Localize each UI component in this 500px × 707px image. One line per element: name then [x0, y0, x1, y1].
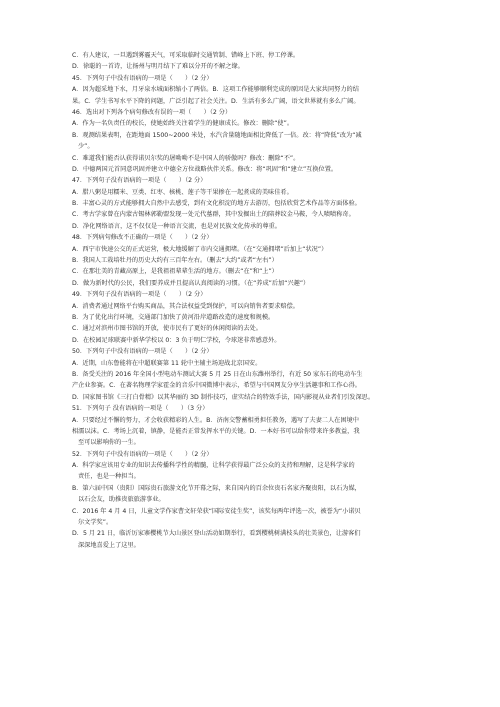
option-line: B．观测结果表明，在距地面 1500~2000 米处，水汽含量随地面相比降低了一倍。改：将“降低”改为“减: [72, 131, 362, 139]
question-stem: 50．下列句子中没有语病的一项是（ ）（2 分）: [72, 348, 213, 356]
option-line: C．在那壮美的青藏高原上，是我祖祖辈辈生活的地方。（删去“在”和“上”）: [72, 268, 278, 276]
option-line: D．徐聪的一首诗，让扬州与明月结下了难以分开的不解之缘。: [72, 63, 244, 71]
option-line: D．5 月 21 日，临沂厉家寨樱桃节大山景区登山活动如期举行，看到樱桃树满枝头的壮美景色，让游客们: [72, 530, 361, 538]
option-line: B．备受关注的 2016 年全国小型电动车测试大赛 5 月 25 日在山东潍州举行，有近 50 家东石的电动车生: [72, 370, 363, 378]
option-line: D．做为新时代的公民，我们要养成并且提高认真阅读的习惯。（在“养成”后加“兴趣”）: [72, 279, 310, 287]
question-stem: 49．下列句子没有语病的一项是（ ）（2 分）: [72, 291, 207, 299]
option-line: B．我国人工栽培牡丹的历史大约有三百年左右。（删去“大约”或者“左右”）: [72, 257, 278, 265]
question-stem: 45．下列句子中没有语病的一项是（ ）（2 分）: [72, 74, 213, 82]
option-line: A．消费者通过网络平台购买商品，其合法权益受到保护，可以向销售者要求赔偿。: [72, 302, 299, 310]
option-line: C．难道我们能否认获得诺贝尔奖的屠呦呦不是中国人的骄傲吗？修改：删除“不”。: [72, 154, 300, 162]
option-line: 相濡以沫。C．考场上沉着，镇静，是能否正常发挥水平的关键。D．一本好书可以给你带来许多教益，我: [72, 427, 360, 435]
option-line: D．净化网络语言，这不仅仅是一种语言交流，也是对民族文化传承的尊重。: [72, 222, 281, 230]
continuation-line: 至可以影响你的一生。: [78, 439, 140, 447]
question-stem: 47．下列句子没有语病的一项是（ ）（2 分）: [72, 177, 207, 185]
continuation-line: 尔文学奖”。: [78, 519, 113, 527]
option-line: 产企业参赛。C．在著名物理学家霍金的音乐中国微博中表示，希望与中国网友分享生活趣事和工作心得。: [72, 382, 361, 390]
option-line: A．作为一名负责任的校长，使她始终关注着学生的健康成长。修改：删除“使”。: [72, 120, 294, 128]
option-line: A．西宁市快速公交的正式运营，极大地缓解了市内交通拥堵。（在“交通拥堵”后加上“状况”）: [72, 245, 328, 253]
option-line: A．因为超采地下水，月牙泉水城面积缩小了两倍。B．这项工作能够顺利完成的原因是大家共同努力的结: [72, 86, 359, 94]
option-line: A．科学家应该用专业的知识去传播科学性的精髓，让科学获得最广泛公众的支持和理解，这是科学家的: [72, 462, 355, 470]
question-stem: 52．下列句子中没有语病的一项是（ ）（2 分）: [72, 450, 213, 458]
question-stem: 48．下列病句修改不正确的一项是（ ）（2 分）: [72, 234, 213, 242]
option-line: B．丰富心灵的方式能够拥大自然中去感受，到有文化积淀的地方去游历，包括欣赏艺术作品等方面体验。: [72, 200, 361, 208]
question-stem: 51．下列句子 没有语病的一项是（ ）（3 分）: [72, 405, 209, 413]
option-line: D．在校园足球联赛中新华学校以 0：3 负于明仁学校，令球迷非常感意外。: [72, 336, 281, 344]
option-line: B．为了优化出行环境，交通部门加快了黄河沿岸道路改造的速度和规模。: [72, 313, 275, 321]
question-stem: 46．选出对下列各个病句修改有误的一项（ ）（2 分）: [72, 108, 232, 116]
option-line: C．有人建议，一旦遇到雾霾天气，可采取临时交通管制、错峰上下班、停工停课。: [72, 52, 300, 59]
option-line: 果。C．学生书写水平下降的问题，广泛引起了社会关注。D．生活有多么广阔，语文世界就有多么广阔。: [72, 97, 360, 105]
continuation-line: 责任，也是一种担当。: [78, 473, 140, 481]
option-line: A．近期，山东鲁能将在中超联赛第 11 轮中主辅主场迎战北京国安。: [72, 359, 262, 367]
option-line: C．考古学家曾在内蒙古锡林郭勒盟发现一处元代墓群，其中发掘出土的陪葬纹金马鞍，令人啧啧称奇。: [72, 211, 355, 219]
continuation-line: 以石会友，助推贵旅旅游事业。: [78, 496, 165, 504]
option-line: C．2016 年 4 月 4 日，儿童文学作家曹文轩荣获“国际安徒生奖”，该奖每两年评选一次，被誉为“小诺贝: [72, 507, 361, 515]
option-line: C．通过对滨州市图书馆的开放，使市民有了更好的休闲阅读的去处。: [72, 325, 262, 333]
option-line: D．中德两国元首同意巩固并建立中德全方位战略伙伴关系。修改：将“巩固”和“建立”互换位置。: [72, 165, 338, 173]
option-line: B．第六届中国（贵阳）国际贵石旅游文化节开幕之际，来自国内的百余位贵石名家齐聚贵阳，以石为媒，: [72, 484, 361, 492]
continuation-line: 深深地喜爱上了这里。: [78, 541, 140, 549]
option-line: A．只要经过不懈的努力，才会收获精彩的人生。B．济南交警蓄相勇担任教务，遇写了夫妻二人在困境中: [72, 416, 359, 424]
option-line: A．腊八粥是用糯米、豆类、红枣、核桃、莲子等干果掺在一起煮成的美味佳肴。: [72, 188, 293, 196]
option-line: D．国家图书馆《三打白骨精》以其华丽的 3D 制作技巧，虚实结合的特效手法，国内影视从业者们引发深思。: [72, 393, 375, 401]
continuation-line: 少”。: [78, 143, 94, 151]
